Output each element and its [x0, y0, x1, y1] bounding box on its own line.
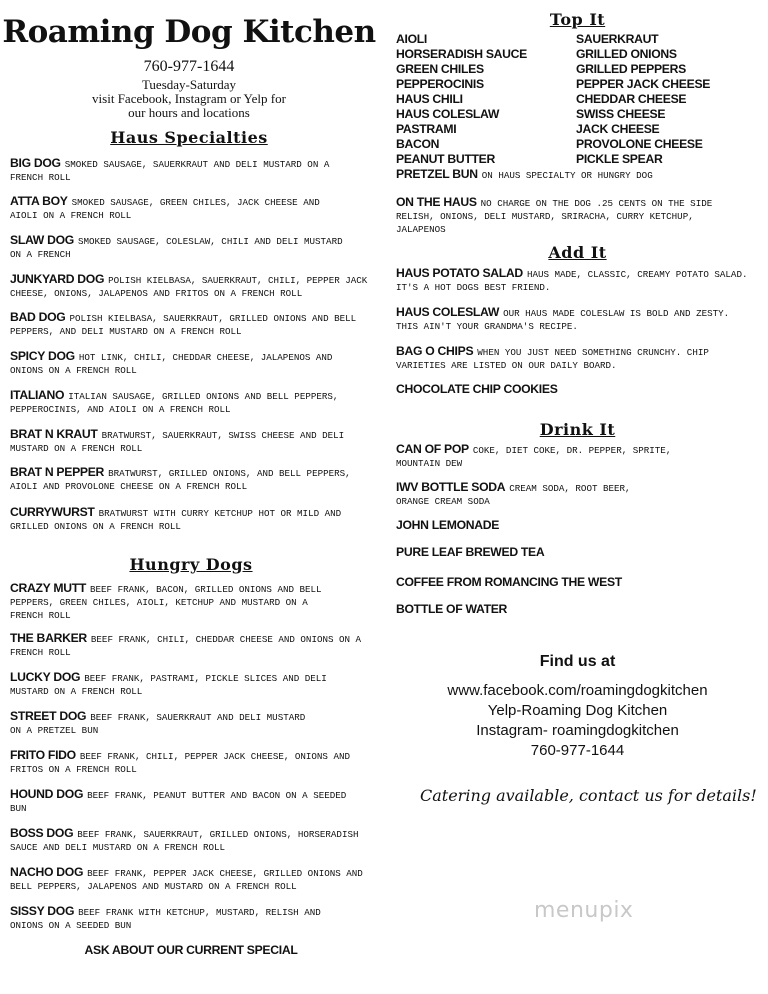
item-name: ON THE HAUS: [396, 195, 477, 209]
item-desc: ON A PRETZEL BUN: [10, 725, 99, 736]
topping: BACON: [396, 137, 440, 151]
item-desc: ON A FRENCH: [10, 249, 71, 260]
toppings-column-2: [576, 32, 756, 167]
chocolate-chip-cookies: CHOCOLATE CHIP COOKIES: [396, 382, 558, 396]
topping: PICKLE SPEAR: [576, 152, 663, 166]
yelp-line: Yelp-Roaming Dog Kitchen: [487, 702, 668, 719]
item-name: FRITO FIDO: [10, 748, 76, 762]
menu-item: [10, 710, 370, 737]
item-desc: POLISH KIELBASA, SAUERKRAUT, CHILI, PEPPER JACK: [108, 275, 368, 286]
item-name: CURRYWURST: [10, 505, 95, 519]
item-desc: FRITOS ON A FRENCH ROLL: [10, 764, 137, 775]
item-desc: ONIONS ON A FRENCH ROLL: [10, 365, 137, 376]
hungry-dogs-title: Hungry Dogs: [129, 555, 253, 574]
item-desc: VARIETIES ARE LISTED ON OUR DAILY BOARD.: [396, 360, 617, 371]
drink-plain: BOTTLE OF WATER: [396, 602, 508, 616]
item-desc: BRATWURST, SAUERKRAUT, SWISS CHEESE AND DELI: [101, 430, 345, 441]
item-desc: BEEF FRANK, PEANUT BUTTER AND BACON ON A SEEDED: [87, 790, 347, 801]
item-name: BIG DOG: [10, 156, 61, 170]
menu-item: [396, 481, 761, 508]
item-desc: BRATWURST WITH CURRY KETCHUP HOT OR MILD AND: [98, 508, 342, 519]
item-desc: COKE, DIET COKE, DR. PEPPER, SPRITE,: [472, 445, 672, 456]
item-desc: BEEF FRANK, CHILI, CHEDDAR CHEESE AND ONIONS ON A: [90, 634, 362, 645]
item-name: NACHO DOG: [10, 865, 84, 879]
add-it-title: Add It: [548, 243, 607, 262]
item-name: SISSY DOG: [10, 904, 75, 918]
item-desc: HAUS MADE, CLASSIC, CREAMY POTATO SALAD.: [526, 269, 748, 280]
item-desc: FRENCH ROLL: [10, 172, 71, 183]
on-the-haus: [396, 196, 761, 236]
item-name: CRAZY MUTT: [10, 581, 86, 595]
facebook-link[interactable]: www.facebook.com/roamingdogkitchen: [447, 682, 708, 699]
item-desc: SMOKED SAUSAGE, SAUERKRAUT AND DELI MUSTARD ON A: [64, 159, 330, 170]
item-desc: MOUNTAIN DEW: [396, 458, 463, 469]
item-desc: THIS AIN'T YOUR GRANDMA'S RECIPE.: [396, 321, 578, 332]
menu-item: [10, 234, 370, 261]
header-days: Tuesday-Saturday: [141, 77, 237, 92]
menu-item: [10, 389, 370, 416]
item-name: ITALIANO: [10, 388, 65, 402]
drink-plain: PURE LEAF BREWED TEA: [396, 545, 545, 559]
find-us-heading: Find us at: [539, 653, 616, 670]
item-name: PRETZEL BUN: [396, 167, 478, 181]
drink-plain: JOHN LEMONADE: [396, 518, 500, 532]
menu-item: [10, 506, 370, 533]
header-hours: our hours and locations: [128, 105, 250, 120]
item-desc: FRENCH ROLL: [10, 647, 71, 658]
menu-item: [10, 671, 370, 698]
item-desc: CHEESE, ONIONS, JALAPENOS AND FRITOS ON A FRENCH ROLL: [10, 288, 303, 299]
item-desc: MUSTARD ON A FRENCH ROLL: [10, 686, 143, 697]
menu-item: [10, 157, 370, 184]
current-special: ASK ABOUT OUR CURRENT SPECIAL: [84, 943, 298, 957]
haus-specialties-title: Haus Specialties: [110, 128, 268, 147]
restaurant-title: Roaming Dog Kitchen: [2, 14, 376, 50]
menu-item: [396, 345, 761, 372]
menupix-watermark: menupix: [534, 898, 634, 923]
item-desc: RELISH, ONIONS, DELI MUSTARD, SRIRACHA, CURRY KETCHUP,: [396, 211, 694, 222]
topping: GREEN CHILES: [396, 62, 484, 76]
item-desc: BUN: [10, 803, 27, 814]
instagram-line: Instagram- roamingdogkitchen: [476, 722, 679, 739]
item-desc: ON HAUS SPECIALTY OR HUNGRY DOG: [481, 170, 653, 181]
item-desc: FRENCH ROLL: [10, 610, 71, 621]
item-desc: CREAM SODA, ROOT BEER,: [509, 483, 631, 494]
drink-plain: COFFEE FROM ROMANCING THE WEST: [396, 575, 622, 589]
item-name: STREET DOG: [10, 709, 87, 723]
menu-item: [396, 306, 761, 333]
item-desc: SMOKED SAUSAGE, COLESLAW, CHILI AND DELI MUSTARD: [77, 236, 343, 247]
item-name: HOUND DOG: [10, 787, 84, 801]
item-desc: BEEF FRANK, SAUERKRAUT AND DELI MUSTARD: [90, 712, 306, 723]
top-it-title: Top It: [549, 10, 606, 29]
menu-item: [10, 350, 370, 377]
topping: HAUS CHILI: [396, 92, 463, 106]
topping: GRILLED PEPPERS: [576, 62, 686, 76]
item-name: ATTA BOY: [10, 194, 68, 208]
catering-note: Catering available, contact us for details!: [420, 786, 757, 805]
toppings-column-1: [396, 32, 571, 167]
item-desc: AIOLI AND PROVOLONE CHEESE ON A FRENCH ROLL: [10, 481, 248, 492]
menu-item: [10, 428, 370, 455]
item-name: BOSS DOG: [10, 826, 74, 840]
item-desc: BEEF FRANK WITH KETCHUP, MUSTARD, RELISH AND: [78, 907, 321, 918]
topping: SAUERKRAUT: [576, 32, 659, 46]
menu-item: [10, 582, 370, 622]
item-name: BAG O CHIPS: [396, 344, 474, 358]
item-name: BRAT N PEPPER: [10, 465, 105, 479]
item-desc: BEEF FRANK, PEPPER JACK CHEESE, GRILLED ONIONS AND: [87, 868, 363, 879]
item-name: SPICY DOG: [10, 349, 75, 363]
topping: HORSERADISH SAUCE: [396, 47, 528, 61]
header-info: [0, 78, 378, 120]
topping: GRILLED ONIONS: [576, 47, 677, 61]
item-desc: ITALIAN SAUSAGE, GRILLED ONIONS AND BELL PEPPERS,: [68, 391, 339, 402]
topping: PEPPEROCINIS: [396, 77, 484, 91]
menu-item: [10, 311, 370, 338]
item-desc: WHEN YOU JUST NEED SOMETHING CRUNCHY. CHIP: [477, 347, 709, 358]
item-desc: BEEF FRANK, CHILI, PEPPER JACK CHEESE, ONIONS AND: [79, 751, 351, 762]
menu-item: [10, 749, 370, 776]
menu-item: [10, 905, 370, 932]
topping: SWISS CHEESE: [576, 107, 666, 121]
item-name: BRAT N KRAUT: [10, 427, 98, 441]
topping: PEPPER JACK CHEESE: [576, 77, 711, 91]
item-desc: PEPPERS, GREEN CHILES, AIOLI, KETCHUP AND MUSTARD ON A: [10, 597, 308, 608]
drink-it-title: Drink It: [539, 420, 616, 439]
menu-item: [10, 273, 370, 300]
item-desc: AIOLI ON A FRENCH ROLL: [10, 210, 132, 221]
item-desc: JALAPENOS: [396, 224, 446, 235]
item-name: LUCKY DOG: [10, 670, 81, 684]
item-desc: ORANGE CREAM SODA: [396, 496, 490, 507]
item-name: CAN OF POP: [396, 442, 469, 456]
menu-item: [396, 267, 761, 294]
item-desc: BRATWURST, GRILLED ONIONS, AND BELL PEPPERS,: [108, 468, 351, 479]
item-desc: BEEF FRANK, BACON, GRILLED ONIONS AND BELL: [90, 584, 322, 595]
item-desc: BEEF FRANK, PASTRAMI, PICKLE SLICES AND DELI: [84, 673, 327, 684]
topping: PROVOLONE CHEESE: [576, 137, 703, 151]
header-phone: 760-977-1644: [143, 58, 235, 75]
item-desc: MUSTARD ON A FRENCH ROLL: [10, 443, 143, 454]
header-visit: visit Facebook, Instagram or Yelp for: [92, 91, 286, 106]
item-desc: POLISH KIELBASA, SAUERKRAUT, GRILLED ONIONS AND BELL: [69, 313, 357, 324]
item-desc: ONIONS ON A SEEDED BUN: [10, 920, 132, 931]
item-name: HAUS POTATO SALAD: [396, 266, 523, 280]
item-desc: PEPPERS, AND DELI MUSTARD ON A FRENCH ROLL: [10, 326, 242, 337]
menu-item: [396, 443, 761, 470]
item-desc: SMOKED SAUSAGE, GREEN CHILES, JACK CHEESE AND: [71, 197, 320, 208]
item-name: SLAW DOG: [10, 233, 74, 247]
item-name: THE BARKER: [10, 631, 87, 645]
menu-item: [10, 466, 370, 493]
menu-item: [10, 866, 370, 893]
menu-item: [10, 788, 370, 815]
menu-item: [10, 195, 370, 222]
item-desc: SAUCE AND DELI MUSTARD ON A FRENCH ROLL: [10, 842, 226, 853]
item-desc: PEPPEROCINIS, AND AIOLI ON A FRENCH ROLL: [10, 404, 231, 415]
item-desc: NO CHARGE ON THE DOG .25 CENTS ON THE SIDE: [480, 198, 713, 209]
topping: PASTRAMI: [396, 122, 457, 136]
item-name: JUNKYARD DOG: [10, 272, 105, 286]
topping: AIOLI: [396, 32, 427, 46]
item-desc: GRILLED ONIONS ON A FRENCH ROLL: [10, 521, 181, 532]
pretzel-bun: [396, 168, 761, 182]
topping: JACK CHEESE: [576, 122, 660, 136]
item-name: HAUS COLESLAW: [396, 305, 500, 319]
item-desc: IT'S A HOT DOGS BEST FRIEND.: [396, 282, 551, 293]
find-us-phone: 760-977-1644: [530, 742, 625, 759]
menu-item: [10, 632, 370, 659]
menu-item: [10, 827, 370, 854]
topping: PEANUT BUTTER: [396, 152, 496, 166]
topping: HAUS COLESLAW: [396, 107, 500, 121]
item-desc: BELL PEPPERS, JALAPENOS AND MUSTARD ON A FRENCH ROLL: [10, 881, 297, 892]
item-desc: OUR HAUS MADE COLESLAW IS BOLD AND ZESTY.: [503, 308, 730, 319]
topping: CHEDDAR CHEESE: [576, 92, 687, 106]
item-name: IWV BOTTLE SODA: [396, 480, 506, 494]
item-desc: BEEF FRANK, SAUERKRAUT, GRILLED ONIONS, HORSERADISH: [77, 829, 359, 840]
item-name: BAD DOG: [10, 310, 66, 324]
item-desc: HOT LINK, CHILI, CHEDDAR CHEESE, JALAPENOS AND: [78, 352, 333, 363]
